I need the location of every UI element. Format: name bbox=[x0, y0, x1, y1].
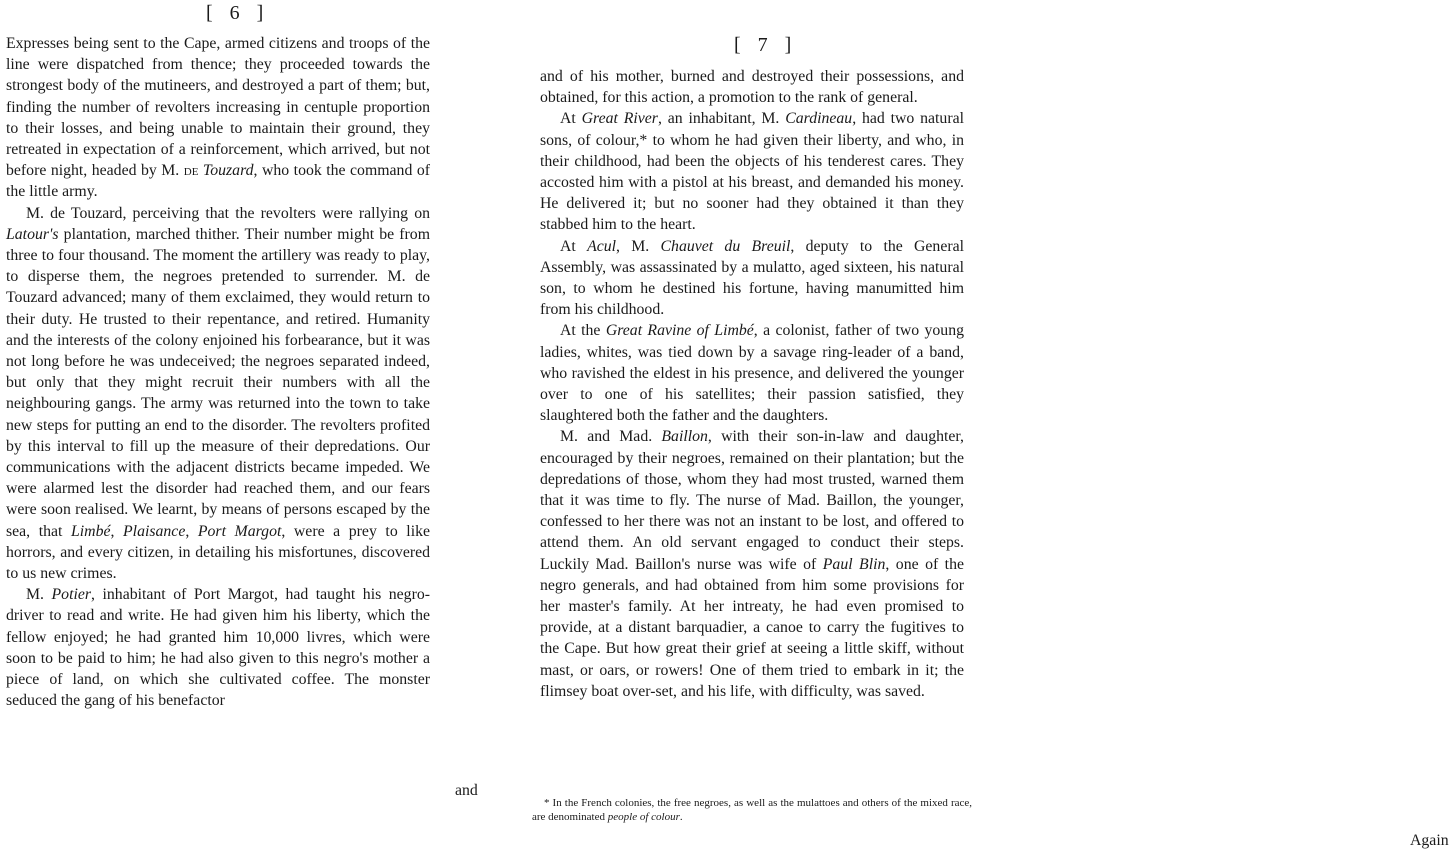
text-segment: Great Ravine of Limbé bbox=[605, 322, 754, 340]
text-segment: * In the French colonies, the free negroes, as well as the mulattoes and others of the mixed race, are denominated bbox=[532, 797, 972, 823]
left-page-number: [ 6 ] bbox=[206, 2, 270, 24]
text-segment: Latour's bbox=[6, 225, 59, 243]
text-segment: Port Margot bbox=[197, 522, 282, 540]
text-segment: Chauvet du Breuil bbox=[660, 237, 791, 255]
text-segment: At the bbox=[560, 322, 606, 340]
right-page bbox=[490, 0, 1449, 854]
text-segment: M. bbox=[26, 586, 52, 604]
left-catchword: and bbox=[455, 782, 478, 799]
text-segment: , M. bbox=[616, 237, 661, 255]
right-page-text bbox=[540, 66, 964, 702]
text-segment: Great River bbox=[581, 110, 658, 128]
text-segment: , one of the negro generals, and had obtained from him some provisions for her master's family. At her intreaty, he had even promised to provide, at a distant barquadier, a canoe to carry the fugitives to the Cape. But how great their grief at seeing a little skiff, without mast, or oars, or rowers! One of them tried to embark in it; the flimsey boat over-set, and his life, with difficulty, was saved. bbox=[540, 555, 964, 700]
left-paragraph-1 bbox=[6, 33, 430, 203]
text-segment: , an inhabitant, M. bbox=[657, 110, 786, 128]
footnote-text bbox=[532, 796, 972, 824]
text-segment: M. de Touzard, perceiving that the revolters were rallying on bbox=[26, 204, 430, 222]
text-segment: . bbox=[679, 811, 683, 823]
right-paragraph-4 bbox=[540, 320, 964, 426]
text-segment: people of colour bbox=[607, 811, 680, 823]
footnote bbox=[532, 796, 972, 824]
text-segment: , bbox=[185, 522, 198, 540]
right-catchword: Again bbox=[1410, 832, 1449, 849]
text-segment: , had two natural sons, of colour,* to whom he had given their liberty, and who, in their childhood, had been the objects of his tenderest cares. They accosted him with a pistol at his breast, and demanded his money. He delivered it; but no sooner had they obtained it than they stabbed him to the heart. bbox=[540, 110, 964, 234]
text-segment: At bbox=[560, 237, 588, 255]
text-segment: M. and Mad. bbox=[560, 428, 662, 446]
text-segment: Expresses being sent to the Cape, armed citizens and troops of the line were dispatched from thence; they proceeded towards the strongest body of the mutineers, and destroyed a part of them; but, finding the number of revolters increasing in centuple proportion to their losses, and being unable to maintain their ground, they retreated in expectation of a reinforcement, which arrived, but not before night, headed by bbox=[6, 35, 430, 180]
left-paragraph-2 bbox=[6, 203, 430, 585]
text-segment: Potier bbox=[51, 586, 92, 604]
text-segment: M. de bbox=[161, 162, 203, 180]
right-paragraph-3 bbox=[540, 236, 964, 321]
text-segment: Paul Blin bbox=[822, 555, 886, 573]
text-segment: Plaisance bbox=[123, 522, 186, 540]
text-segment: , bbox=[110, 522, 124, 540]
text-segment: Baillon bbox=[661, 428, 708, 446]
text-segment: At bbox=[560, 110, 582, 128]
text-segment: Touzard bbox=[202, 162, 254, 180]
right-paragraph-5 bbox=[540, 426, 964, 702]
left-paragraph-3 bbox=[6, 584, 430, 711]
text-segment: , a colonist, father of two young ladies, whites, was tied down by a savage ring-leader of a band, who ravished the eldest in his presence, and delivered the younger over to one of his satellites; their passion satisfied, they slaughtered both the father and the daughters. bbox=[540, 322, 964, 425]
text-segment: , who took the command of the little army. bbox=[6, 162, 430, 201]
right-page-number: [ 7 ] bbox=[734, 34, 798, 56]
text-segment: , were a prey to like horrors, and every citizen, in detailing his misfortunes, discovered to us new crimes. bbox=[6, 522, 430, 583]
text-segment: plantation, marched thither. Their number might be from three to four thousand. The moment the artillery was ready to play, to disperse them, the negroes pretended to surrender. M. de Touzard advanced; many of them exclaimed, they would return to their duty. He trusted to their repentance, and retired. Humanity and the interests of the colony enjoined his forbearance, but it was not long before he was undeceived; the negroes separated indeed, but only that they might recruit their numbers with all the neighbouring gangs. The army was returned into the town to take new steps for putting an end to the disorder. The revolters profited by this interval to fill up the measure of their depredations. Our communications with the adjacent districts became impeded. We were alarmed lest the disorder had reached them, and our fears were soon realised. We learnt, by means of persons escaped by the sea, that bbox=[6, 225, 430, 540]
text-segment: and of his mother, burned and destroyed their possessions, and obtained, for this action, a promotion to the rank of general. bbox=[540, 68, 964, 107]
text-segment: Cardineau bbox=[785, 110, 853, 128]
left-page bbox=[0, 0, 490, 854]
text-segment: , inhabitant of Port Margot, had taught his negro-driver to read and write. He had given him his liberty, which the fellow enjoyed; he had granted him 10,000 livres, which were soon to be paid to him; he had also given to this negro's mother a piece of land, on which she cultivated coffee. The monster seduced the gang of his benefactor bbox=[6, 586, 430, 710]
right-paragraph-1 bbox=[540, 66, 964, 108]
text-segment: , with their son-in-law and daughter, encouraged by their negroes, remained on their plantation; but the depredations of those, whom they had most trusted, warned them that it was time to fly. The nurse of Mad. Baillon, the younger, confessed to her there was not an instant to be lost, and offered to attend them. An old servant engaged to conduct their steps. Luckily Mad. Baillon's nurse was wife of bbox=[540, 428, 964, 573]
left-page-text bbox=[6, 33, 430, 712]
text-segment: Limbé bbox=[70, 522, 111, 540]
text-segment: , deputy to the General Assembly, was assassinated by a mulatto, aged sixteen, his natural son, to whom he destined his fortune, having manumitted him from his childhood. bbox=[540, 237, 965, 319]
right-paragraph-2 bbox=[540, 108, 964, 235]
text-segment: Acul bbox=[587, 237, 617, 255]
